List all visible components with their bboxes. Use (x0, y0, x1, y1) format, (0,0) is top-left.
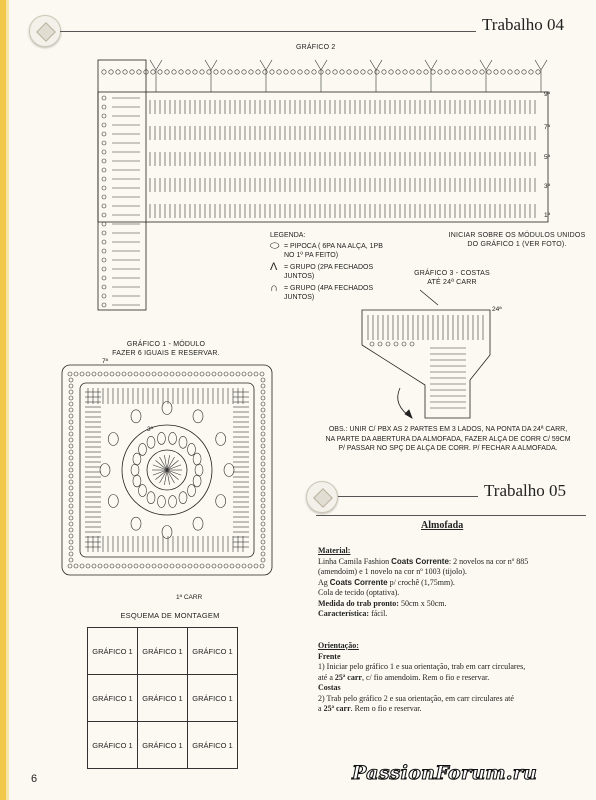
table-cell: GRÁFICO 1 (88, 675, 138, 722)
orientation-block (318, 641, 525, 715)
frente-text: 1) Iniciar pelo gráfico 1 e sua orientação, trab em carr circulares, (318, 662, 526, 671)
table-row (88, 675, 238, 722)
grafico3-row-label: 24ª (492, 306, 502, 313)
grafico2-row-9: 9ª (544, 91, 551, 98)
costas-text: . Rem o fio e reservar. (350, 704, 422, 713)
frente-label: Frente (318, 651, 341, 661)
costas-text: a (318, 704, 322, 713)
legend-text: = GRUPO (4PA FECHADOS (284, 285, 374, 292)
legend-item (270, 263, 383, 281)
grafico1-title-line: FAZER 6 IGUAIS E RESERVAR. (112, 350, 220, 357)
costas-bold: 25ª carr (323, 704, 351, 713)
orientation-label: Orientação: (318, 641, 359, 650)
legend-text: JUNTOS) (284, 273, 315, 280)
brand-text: Coats Corrente (329, 577, 388, 587)
brand-text: Coats Corrente (391, 556, 449, 566)
legend-text: NO 1º PA FEITO) (284, 252, 339, 259)
page-title: Trabalho 04 (482, 15, 565, 34)
section-subtitle: Almofada (421, 520, 464, 531)
material-text: p/ crochê (1,75mm). (389, 577, 455, 587)
page-number: 6 (31, 773, 38, 785)
material-text: Ag (318, 577, 328, 587)
table-cell: GRÁFICO 1 (188, 675, 238, 722)
grafico1-row-1: 1ª CARR (176, 594, 203, 601)
table-row (88, 628, 238, 675)
cluster-2-icon: Λ (270, 261, 278, 273)
legend-text: = PIPOCA ( 6PA NA ALÇA, 1PB (284, 243, 383, 250)
grafico3-title-line: ATÉ 24ª CARR (427, 279, 477, 286)
grafico2-note-line: DO GRÁFICO 1 (VER FOTO). (467, 241, 567, 248)
frente-text: , c/ fio amendoim. Rem o fio e reservar. (361, 672, 490, 682)
legend-item (270, 242, 383, 260)
grafico2-row-7: 7ª (544, 124, 551, 131)
costas-label: Costas (318, 683, 341, 692)
material-label: Material: (318, 546, 351, 555)
legend (270, 231, 383, 305)
grafico1-title-line: GRÁFICO 1 - MÓDULO (126, 341, 206, 348)
medida-value: 50cm x 50cm. (400, 598, 447, 608)
page-edge-highlight (6, 0, 9, 800)
grafico1-row-3: 3ª (147, 426, 154, 433)
montagem-title: ESQUEMA DE MONTAGEM (120, 611, 220, 620)
carac-label: Característica: (318, 609, 370, 618)
obs-line: P/ PASSAR NO SPÇ DE ALÇA DE CORR. P/ FECHAR A ALMOFADA. (338, 445, 558, 452)
grafico2-row-5: 5ª (544, 154, 551, 161)
carac-value: fácil. (371, 609, 388, 618)
grafico3-title (404, 269, 500, 287)
grafico3-title-line: GRÁFICO 3 - COSTAS (414, 270, 490, 277)
obs-line: OBS.: UNIR C/ PBX AS 2 PARTES EM 3 LADOS, NA PONTA DA 24ª CARR, (328, 426, 568, 433)
popcorn-icon: ⬭ (270, 240, 280, 252)
material-block (318, 546, 528, 620)
table-row (88, 722, 238, 769)
legend-text: JUNTOS) (284, 294, 315, 301)
section-rule-2 (316, 515, 586, 516)
obs-note (308, 425, 588, 454)
material-text: Linha Camila Fashion (318, 556, 390, 566)
grafico2-row-1: 1ª (544, 212, 551, 219)
grafico2-note (448, 231, 586, 249)
medida-label: Medida do trab pronto: (318, 598, 399, 608)
grafico2-row-3: 3ª (544, 183, 551, 190)
obs-line: NA PARTE DA ABERTURA DA ALMOFADA, FAZER ALÇA DE CORR C/ 59CM (325, 435, 571, 443)
pillow-icon (29, 15, 61, 47)
table-cell: GRÁFICO 1 (188, 722, 238, 769)
watermark: PassionForum.ru (352, 762, 538, 784)
grafico1-title (106, 340, 226, 358)
table-cell: GRÁFICO 1 (188, 628, 238, 675)
frente-text: até a (318, 672, 333, 682)
frente-bold: 25ª carr (334, 672, 362, 682)
legend-text: = GRUPO (2PA FECHADOS (284, 264, 374, 271)
section-title: Trabalho 05 (484, 481, 567, 500)
table-cell: GRÁFICO 1 (88, 722, 138, 769)
costas-text: 2) Trab pelo gráfico 2 e sua orientação, em carr circulares até (318, 693, 514, 703)
grafico2-note-line: INICIAR SOBRE OS MÓDULOS UNIDOS (448, 232, 586, 239)
material-text: Cola de tecido (optativa). (318, 588, 400, 597)
table-cell: GRÁFICO 1 (138, 628, 188, 675)
section-rule (338, 496, 478, 497)
grafico2-title: GRÁFICO 2 (296, 44, 336, 51)
table-cell: GRÁFICO 1 (138, 722, 188, 769)
grafico1-row-7: 7ª (102, 358, 109, 365)
header-rule (60, 31, 476, 32)
legend-item (270, 284, 383, 302)
table-cell: GRÁFICO 1 (138, 675, 188, 722)
montagem-table (87, 627, 238, 769)
cluster-4-icon: ∩ (270, 282, 278, 294)
legend-title: LEGENDA: (270, 232, 306, 239)
pillow-icon (306, 481, 338, 513)
material-text: (amendoim) e 1 novelo na cor nº 1003 (tijolo). (318, 567, 467, 576)
table-cell: GRÁFICO 1 (88, 628, 138, 675)
material-text: : 2 novelos na cor nº 885 (448, 556, 529, 566)
